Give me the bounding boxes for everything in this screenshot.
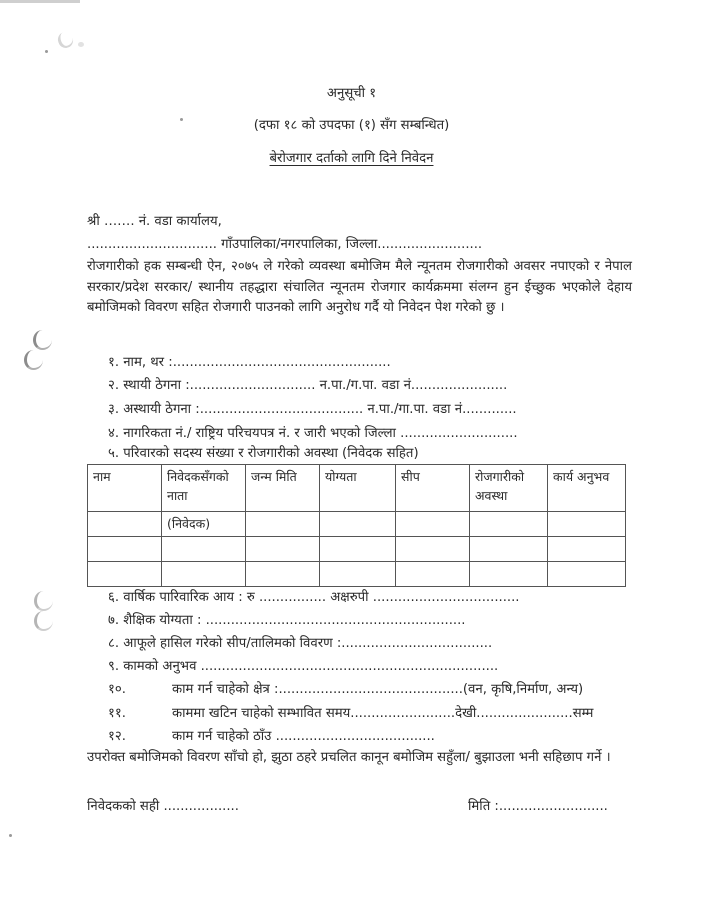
item-label: काम गर्न चाहेको ठाँउ ...................................... (172, 729, 435, 744)
hole-punch-mark (24, 350, 43, 370)
column-header: योग्यता (320, 465, 396, 512)
table-row (88, 537, 626, 562)
table-cell[interactable] (396, 512, 470, 537)
item-label: काममा खटिन चाहेको सम्भावित समय.........................देखी.......................सम्म (172, 706, 594, 721)
table-cell[interactable] (246, 562, 320, 587)
family-members-table (87, 464, 626, 587)
table-row (88, 512, 626, 537)
table-cell[interactable] (396, 562, 470, 587)
column-header: रोजगारीको अवस्था (470, 465, 548, 512)
column-header: जन्म मिति (246, 465, 320, 512)
table-cell[interactable] (548, 512, 626, 537)
table-cell[interactable] (320, 562, 396, 587)
table-cell[interactable]: (निवेदक) (162, 512, 246, 537)
field-family-heading: ५. परिवारको सदस्य संख्या र रोजगारीको अवस्था (निवेदक सहित) (108, 446, 419, 461)
table-cell[interactable] (246, 512, 320, 537)
table-cell[interactable] (88, 562, 162, 587)
form-title: बेरोजगार दर्ताको लागि दिने निवेदन (269, 151, 434, 166)
column-header: सीप (396, 465, 470, 512)
field-work-experience: ९. कामको अनुभव ....................................................................... (108, 659, 499, 674)
hole-punch-mark (34, 591, 53, 611)
table-cell[interactable] (320, 537, 396, 562)
schedule-title: अनुसूची १ (326, 86, 377, 101)
field-permanent-address: २. स्थायी ठेगना :.............................. न.पा./ग.पा. वडा नं....................... (108, 378, 508, 393)
table-cell[interactable] (396, 537, 470, 562)
request-paragraph: रोजगारीको हक सम्बन्धी ऐन, २०७५ ले गरेको व्यवस्था बमोजिम मैले न्यूनतम रोजगारीको अवसर नपाएको र नेपाल सरकार/प्रदेश सरकार/ स्थानीय तहद्धारा संचालित न्यूनतम रोजगार कार्यक्रममा संलग्न हुन ईच्छुक भएकोले देहाय बमोजिमको विवरण सहित रोजगारी पाउनको लागि अनुरोध गर्दै यो निवेदन पेश गरेको छु । (87, 259, 632, 315)
reference-line: (दफा १८ को उपदफा (१) सँग सम्बन्धित) (253, 118, 450, 133)
table-cell[interactable] (548, 537, 626, 562)
field-education: ७. शैक्षिक योग्यता : .............................................................. (108, 613, 466, 628)
table-cell[interactable] (470, 512, 548, 537)
field-work-period (108, 706, 593, 722)
column-header: कार्य अनुभव (548, 465, 626, 512)
item-number: ११. (108, 706, 126, 721)
field-temporary-address: ३. अस्थायी ठेगना :....................................... न.पा./गा.पा. वडा नं............. (108, 402, 517, 417)
item-number: १०. (108, 682, 126, 697)
column-header: निवेदकसँगको नाता (162, 465, 246, 512)
table-cell[interactable] (470, 537, 548, 562)
field-skills-training: ८. आफूले हासिल गरेको सीप/तालिमको विवरण :.................................... (108, 636, 493, 651)
addressee-line-1: श्री ……. नं. वडा कार्यालय, (87, 214, 222, 229)
table-header-row (88, 465, 626, 512)
scan-speck (45, 50, 48, 53)
declaration-paragraph: उपरोक्त बमोजिमको विवरण साँचो हो, झुठा ठहरे प्रचलित कानून बमोजिम सहुँला/ बुझाउला भनी सहिछाप गर्ने । (87, 750, 611, 765)
hole-punch-mark (33, 330, 52, 350)
table-cell[interactable] (548, 562, 626, 587)
table-cell[interactable] (246, 537, 320, 562)
table-cell[interactable] (470, 562, 548, 587)
scan-smudge (56, 30, 76, 50)
table-cell[interactable] (88, 537, 162, 562)
field-work-sector (108, 682, 583, 698)
scan-edge (0, 0, 80, 3)
field-name: १. नाम, थर :.................................................... (108, 355, 391, 370)
table-cell[interactable] (88, 512, 162, 537)
field-citizenship: ४. नागरिकता नं./ राष्ट्रिय परिचयपत्र नं. र जारी भएको जिल्ला ............................ (108, 426, 518, 441)
column-header: नाम (88, 465, 162, 512)
item-number: १२. (108, 729, 126, 744)
table-cell[interactable] (162, 537, 246, 562)
date-field: मिति :.......................... (468, 799, 608, 814)
scan-speck (9, 834, 12, 837)
scan-smudge (78, 42, 84, 47)
table-cell[interactable] (320, 512, 396, 537)
table-row (88, 562, 626, 587)
field-work-place (108, 729, 435, 745)
table-cell[interactable] (162, 562, 246, 587)
applicant-signature: निवेदकको सही .................. (87, 799, 239, 814)
field-annual-income: ६. वार्षिक पारिवारिक आय : रु ................ अक्षरुपी ................................... (108, 590, 520, 605)
hole-punch-mark (34, 611, 53, 631)
addressee-line-2: ............................... गाँउपालिका/नगरपालिका, जिल्ला......................... (87, 237, 483, 252)
item-label: काम गर्न चाहेको क्षेत्र :............................................(वन, कृषि,निर्माण, अन्य) (172, 682, 584, 697)
